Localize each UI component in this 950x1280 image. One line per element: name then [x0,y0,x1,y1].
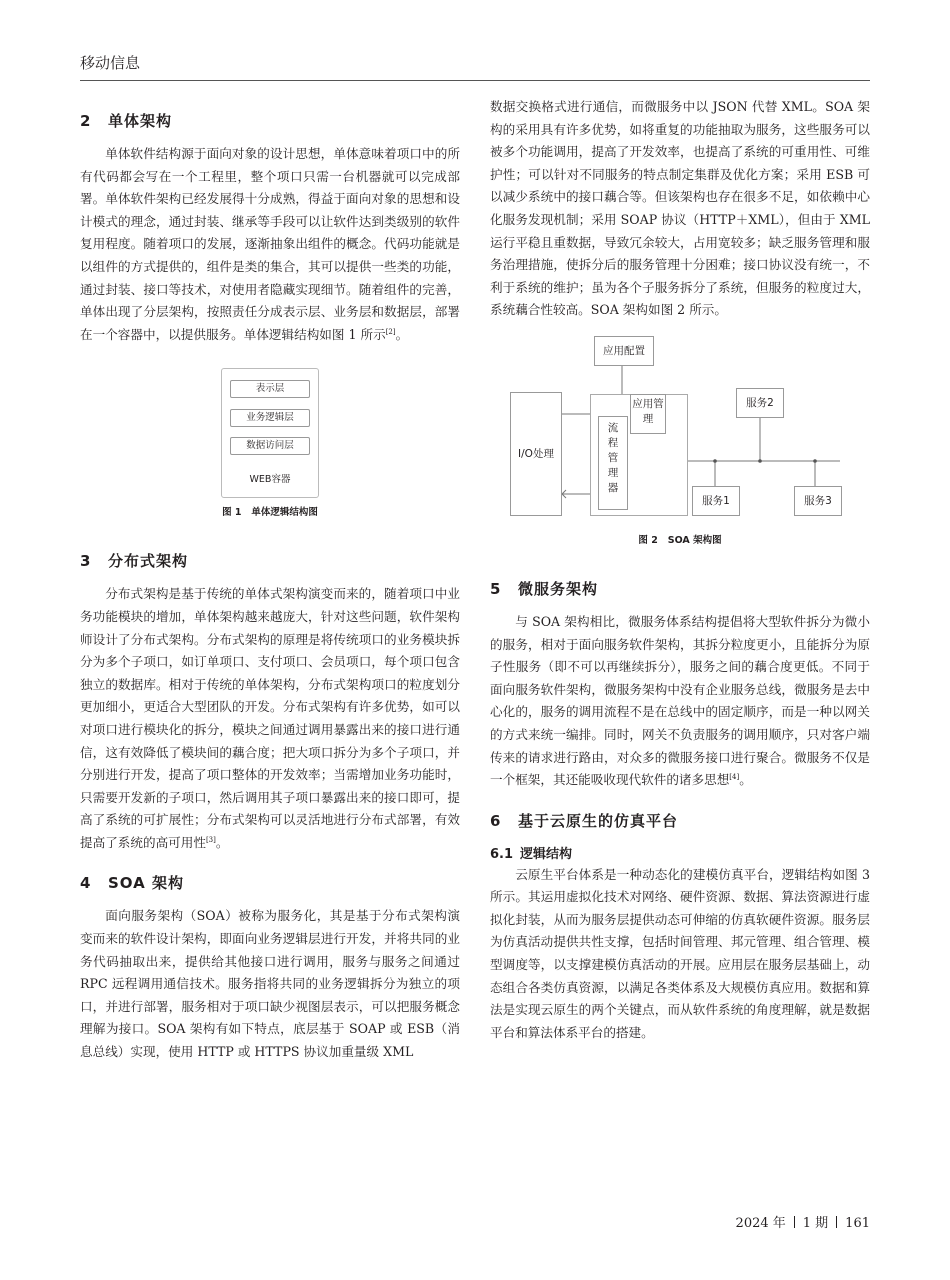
caption-text: SOA 架构图 [667,534,722,546]
section-3-paragraph [80,583,460,854]
section-number: 4 [80,874,92,893]
service-3-box: 服务3 [794,486,842,516]
footer-separator [794,1216,795,1228]
figure-2-caption [490,532,870,546]
service-2-box: 服务2 [736,388,784,418]
header-rule [80,80,870,81]
web-container-label: WEB容器 [249,474,291,486]
section-number: 5 [490,579,502,598]
section-5-paragraph [490,611,870,792]
caption-text: 单体逻辑结构图 [251,507,318,519]
figure-2-diagram [510,336,850,526]
citation: [2] [385,327,396,336]
io-processing-label: I/O处理 [518,448,554,461]
page-number: 161 [845,1216,870,1231]
figure-1-caption [80,504,460,518]
app-config-box: 应用配置 [594,336,654,366]
section-3-heading [80,550,460,571]
section-title: 单体架构 [108,112,173,130]
subsection-number: 6.1 [490,846,514,862]
service-1-box: 服务1 [692,486,740,516]
footer-issue: 1 期 [802,1216,829,1231]
caption-label: 图 1 [222,507,242,519]
paragraph-end: 。 [739,772,752,788]
layer-presentation: 表示层 [230,380,310,398]
section-number: 6 [490,811,502,830]
section-title: 基于云原生的仿真平台 [518,811,679,830]
page-footer [736,1212,870,1231]
io-processing-box [510,392,562,516]
layer-business: 业务逻辑层 [230,409,310,427]
section-2-paragraph [80,143,460,346]
section-number: 2 [80,112,92,130]
section-6-1-paragraph: 云原生平台体系是一种动态化的建模仿真平台，逻辑结构如图 3 所示。其运用虚拟化技术对网络、硬件资源、数据、算法资源进行虚拟化封装，从而为服务层提供动态可伸缩的仿真软硬件资源。服务层为仿真活动提供共性支撑，包括时间管理、邦元管理、组合管理、模型调度等，以支撑建模仿真活动的开展。应用层在服务层基础上，动态组合各类仿真资源，以满足各类体系及大规模仿真应用。数据和算法是实现云原生的两个关键点，而从软件系统的角度理解，就是数据平台和算法体系平台的搭建。 [490,866,870,1040]
subsection-title: 逻辑结构 [520,846,573,862]
section-4-paragraph-continued: 数据交换格式进行通信，而微服务中以 JSON 代替 XML。SOA 架构的采用具有许多优势，如将重复的功能抽取为服务，这些服务可以被多个功能调用，提高了开发效率，也提高了系统的可重用性、可维护性；可以针对不同服务的特点制定集群及优化方案；采用 ESB 可以减少系统中的接口藕合等。但该架构也存在很多不足，如依赖中心化服务发现机制；采用 SOAP 协议（HTTP＋XML），但由于 XML 运行平稳且重数据，导致冗余较大，占用宽较多；缺乏服务管理和服务治理措施，使拆分后的服务管理十分困难；接口协议没有统一，不利于系统的维护；虽为各个子服务拆分了系统，但服务的粒度过大，系统藕合性较高。SOA 架构如图 2 所示。 [490,99,870,318]
section-title: 微服务架构 [518,579,599,598]
section-4-heading [80,872,460,893]
section-5-heading [490,578,870,599]
footer-separator [836,1216,837,1228]
section-title: SOA 架构 [108,874,184,893]
paragraph-end: 。 [395,326,409,342]
right-column [490,96,870,1044]
section-number: 3 [80,552,92,571]
section-4-paragraph: 面向服务架构（SOA）被称为服务化，其是基于分布式架构演变而来的软件设计架构，即面向业务逻辑层进行开发，并将共同的业务代码抽取出来，提供给其他接口进行调用，服务与服务之间通过 RPC 远程调用通信技术。服务指将共同的业务逻辑拆分为独立的项口，并进行部署，服务相对于项口缺少视图层表示，可以把服务概念理解为接口。SOA 架构有如下特点，底层基于 SOAP 或 ESB（消息总线）实现，使用 HTTP 或 HTTPS 协议加重量级 XML [80,908,460,1060]
caption-label: 图 2 [638,534,658,546]
subsection-6-1-heading [490,843,870,862]
app-management-box: 应用管理 [630,394,666,434]
section-2-heading [80,110,460,131]
section-title: 分布式架构 [108,552,189,571]
paragraph-text: 与 SOA 架构相比，微服务体系结构提倡将大型软件拆分为微小的服务，相对于面向服务软件架构，其拆分粒度更小，且能拆分为原子性服务（即不可以再继续拆分），服务之间的藕合度更低。不同于面向服务软件架构，微服务架构中没有企业服务总线，微服务是去中心化的，服务的调用流程不是在总线中的固定顺序，而是一种以网关的方式来统一编排。同时，网关不负责服务的调用顺序，只对客户端传来的请求进行路由，对众多的微服务接口进行聚合。微服务不仅是一个框架，其还能吸收现代软件的诸多思想 [490,613,870,788]
footer-year: 2024 年 [735,1216,786,1231]
citation: [3] [205,835,216,844]
journal-name: 移动信息 [80,54,141,72]
section-6-heading [490,810,870,831]
flow-manager-box: 流程管理器 [598,416,628,510]
layer-data-access: 数据访问层 [230,437,310,455]
paragraph-text: 分布式架构是基于传统的单体式架构演变而来的，随着项口中业务功能模块的增加，单体架构越来越庞大，针对这些问题，软件架构师设计了分布式架构。分布式架构的原理是将传统项口的业务模块拆分为多个子项口，如订单项口、支付项口、会员项口，每个项口包含独立的数据库。相对于传统的单体架构，分布式架构项口的粒度划分更加细小，更适合大型团队的开发。分布式架构有许多优势，如可以对项口进行模块化的拆分，模块之间通过调用暴露出来的接口进行通信，这有效降低了模块间的藕合度；把大项口拆分为多个子项口，并分别进行开发，提高了项口整体的开发效率；当需增加业务功能时，只需要开发新的子项口，然后调用其子项口暴露出来的接口即可，提高了系统的可扩展性；分布式架构可以灵活地进行分布式部署，有效提高了系统的高可用性 [80,586,460,850]
figure-1-diagram [221,368,319,498]
left-column [80,92,460,1064]
paragraph-text: 单体软件结构源于面向对象的设计思想，单体意味着项口中的所有代码都会写在一个工程里，整个项口只需一台机器就可以完成部署。单体软件架构已经发展得十分成熟，得益于面向对象的思想和设计模式的理念，通过封装、继承等手段可以让软件达到类级别的软件复用程度。随着项口的发展，逐渐抽象出组件的概念。代码功能就是以组件的方式提供的，组件是类的集合，其可以提供一些类的功能，通过封装、接口等技术，对使用者隐藏实现细节。随着组件的完善，单体出现了分层架构，按照责任分成表示层、业务层和数据层，部署在一个容器中，以提供服务。单体逻辑结构如图 1 所示 [80,146,460,342]
paragraph-end: 。 [215,834,229,850]
citation: [4] [729,773,740,782]
